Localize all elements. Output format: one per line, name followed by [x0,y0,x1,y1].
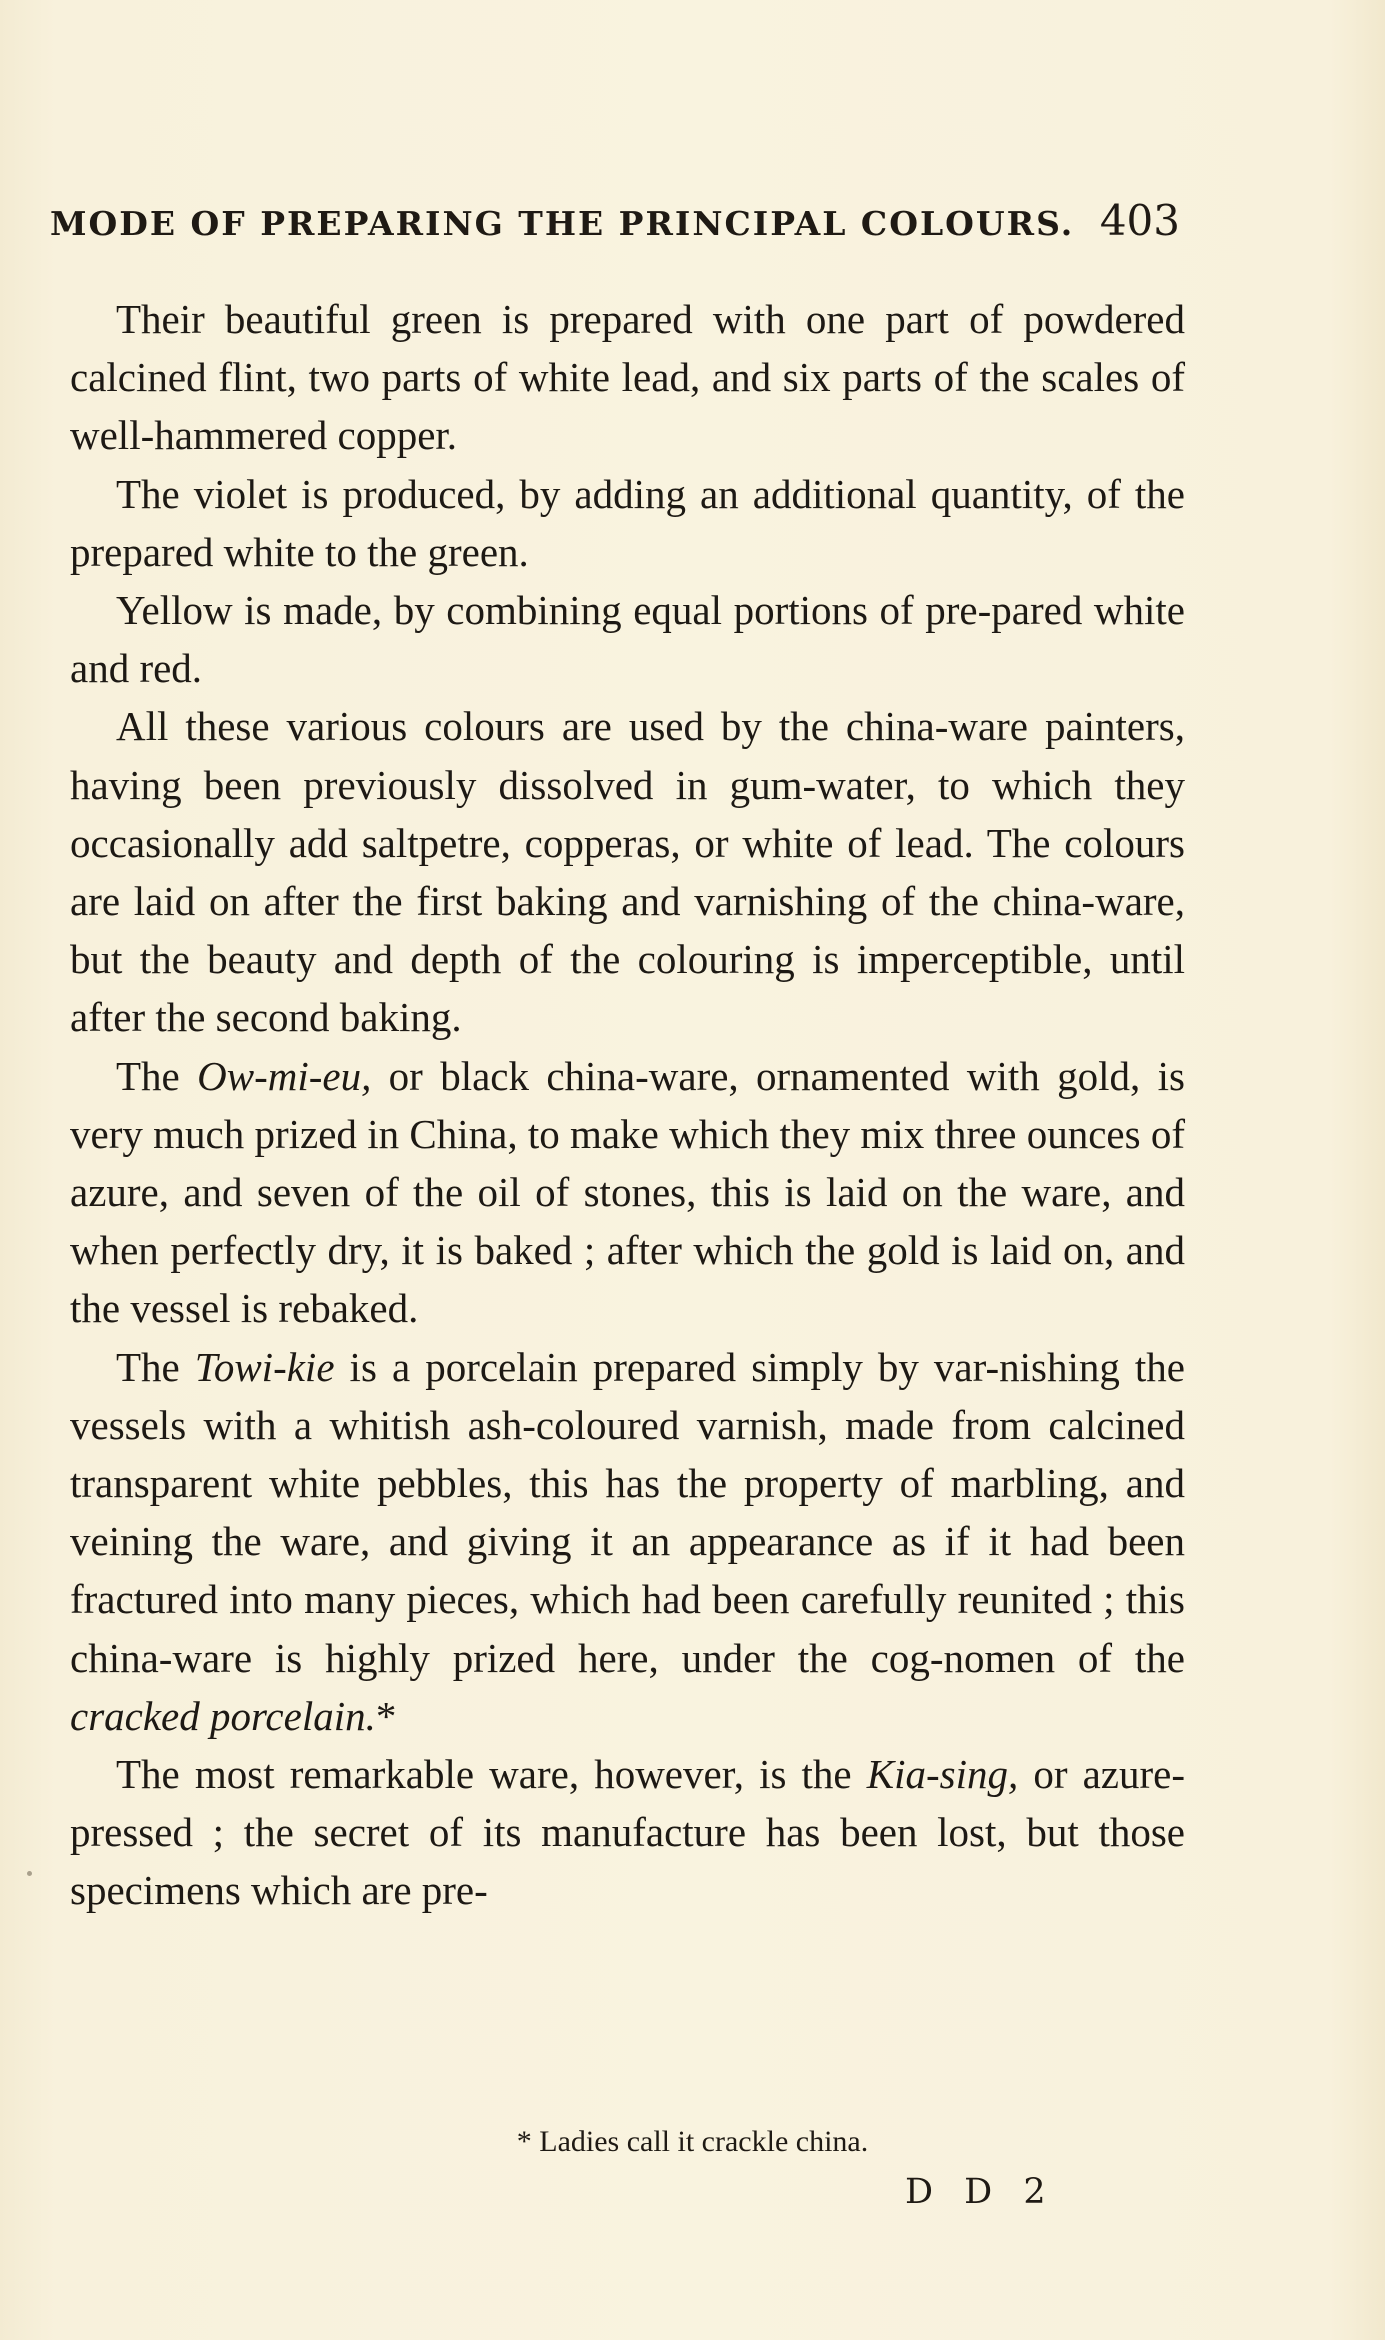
page-number: 403 [1099,196,1180,245]
paragraph-text-middle: is a porcelain prepared simply by var-nishing the vessels with a whitish ash-coloured varnish, made from calcined transparent white pebbles, this has the property of marbling, and veining the ware, and giving it an appearance as if it had been fractured into many pieces, which had been carefully reunited ; this china-ware is highly prized here, under the cog-nomen of the [70,1343,1185,1681]
paper-speck [27,1871,32,1876]
printer-signature: D D 2 [905,2172,1056,2212]
ware-name: Towi-kie [194,1343,335,1390]
ware-name: Kia-sing, [866,1751,1019,1798]
running-head [50,196,1180,245]
paragraph-ow-mi-eu [70,1047,1185,1338]
footnote-marker: * [375,1692,397,1739]
paragraph-yellow [70,581,1185,697]
paragraph-text-start: The [116,1052,198,1099]
cracked-porcelain-term: cracked porcelain. [70,1692,376,1739]
paragraph-colour-use [70,697,1185,1046]
paragraph-text: Yellow is made, by combining equal portions of pre-pared white and red. [70,587,1185,692]
running-title: MODE OF PREPARING THE PRINCIPAL COLOURS. [50,204,1075,243]
paragraph-green [70,290,1185,465]
paragraph-text-end: or black china-ware, ornamented with gold, is very much prized in China, to make which they mix three ounces of azure, and seven of the oil of stones, this is laid on the ware, and when perfectly dry, it is baked ; after which the gold is laid on, and the vessel is rebaked. [70,1052,1185,1332]
ware-name: Ow-mi-eu, [197,1052,372,1099]
paragraph-violet [70,465,1185,581]
body-text [70,290,1185,1920]
footnote: * Ladies call it crackle china. [516,2125,869,2158]
paragraph-text-start: The [116,1343,195,1390]
paragraph-text: Their beautiful green is prepared with one part of powdered calcined flint, two parts of white lead, and six parts of the scales of well-hammered copper. [70,296,1185,459]
paragraph-text: The violet is produced, by adding an additional quantity, of the prepared white to the green. [70,470,1185,575]
paragraph-text: All these various colours are used by the china-ware painters, having been previously dissolved in gum-water, to which they occasionally add saltpetre, copperas, or white of lead. The colours are laid on after the first baking and varnishing of the china-ware, but the beauty and depth of the colouring is imperceptible, until after the second baking. [70,703,1185,1041]
paragraph-kia-sing [70,1745,1185,1920]
paragraph-text-end: or azure-pressed ; the secret of its manufacture has been lost, but those specimens which are pre- [70,1751,1185,1914]
paragraph-text-start: The most remarkable ware, however, is the [116,1751,867,1798]
paragraph-towi-kie [70,1338,1185,1745]
